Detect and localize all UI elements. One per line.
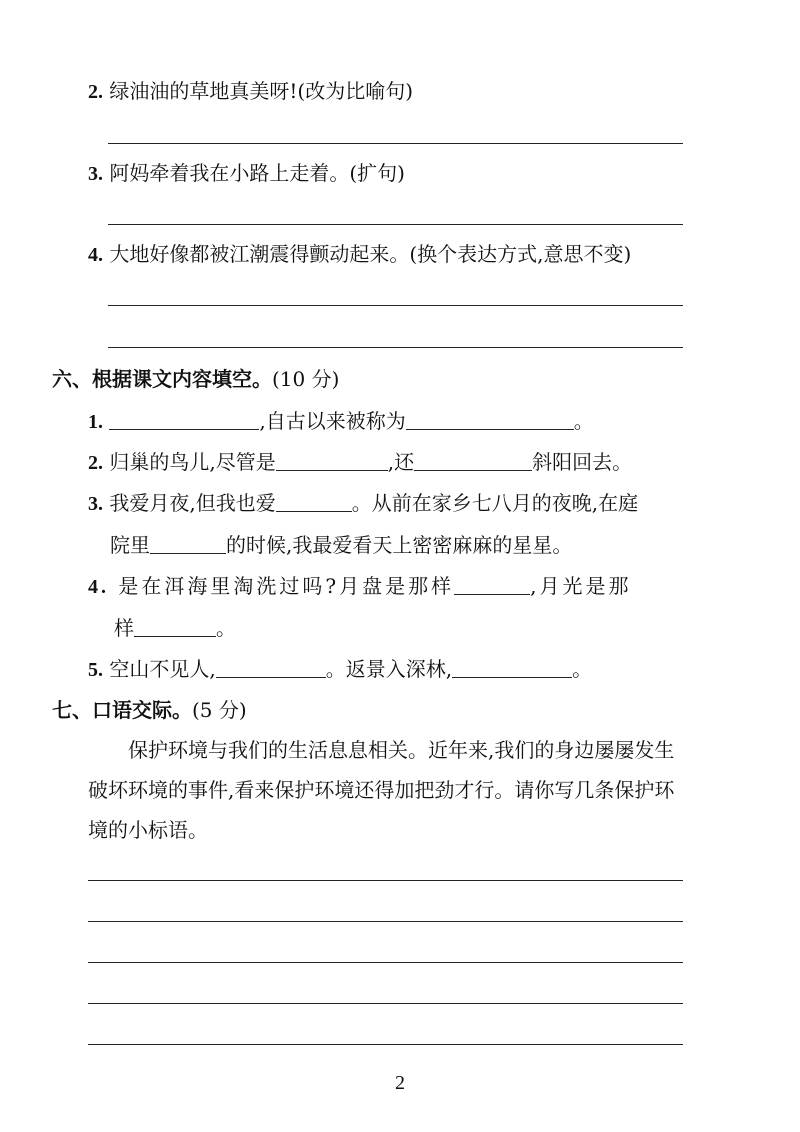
question-text: 阿妈牵着我在小路上走着。(扩句)	[109, 161, 405, 185]
section-title: 七、口语交际。	[52, 698, 192, 722]
oral-communication-prompt: 保护环境与我们的生活息息相关。近年来,我们的身边屡屡发生破坏环境的事件,看来保护环境还得加把劲才行。请你写几条保护环境的小标语。	[88, 738, 675, 842]
question-text: 。从前在家乡七八月的夜晚,在庭	[351, 491, 639, 515]
answer-line[interactable]	[108, 347, 683, 348]
section-title: 六、根据课文内容填空。	[52, 367, 272, 391]
fill-item-3	[88, 490, 638, 517]
fill-blank[interactable]	[216, 657, 326, 678]
fill-item-4	[88, 573, 631, 600]
answer-line[interactable]	[108, 305, 683, 306]
question-text: 大地好像都被江潮震得颤动起来。(换个表达方式,意思不变)	[109, 242, 632, 266]
question-text: 样	[114, 616, 134, 640]
question-text: ,自古以来被称为	[259, 409, 406, 433]
fill-blank[interactable]	[150, 533, 226, 554]
question-text: 空山不见人,	[109, 657, 216, 681]
fill-blank[interactable]	[109, 409, 259, 430]
question-number: 4.	[88, 576, 109, 598]
slogan-answer-line[interactable]	[88, 921, 683, 922]
section-points: (5 分)	[192, 698, 247, 722]
question-text: 。返景入深林,	[325, 657, 453, 681]
fill-blank[interactable]	[414, 450, 532, 471]
question-text: 我爱月夜,但我也爱	[109, 491, 276, 515]
question-text: 。	[216, 616, 236, 640]
fill-blank[interactable]	[406, 409, 574, 430]
slogan-answer-line[interactable]	[88, 1003, 683, 1004]
question-text: ,还	[387, 450, 415, 474]
slogan-answer-line[interactable]	[88, 1044, 683, 1045]
fill-blank[interactable]	[276, 491, 352, 512]
section-points: (10 分)	[272, 367, 340, 391]
question-text: 的时候,我最爱看天上密密麻麻的星星。	[226, 533, 573, 557]
question-number: 5.	[88, 659, 103, 681]
fill-blank[interactable]	[134, 616, 216, 637]
question-text: 。	[573, 409, 594, 433]
section-6-heading	[52, 366, 339, 392]
fill-item-2	[88, 449, 632, 476]
fill-blank[interactable]	[454, 574, 530, 595]
question-text: 绿油油的草地真美呀!(改为比喻句)	[109, 79, 414, 103]
question-number: 3.	[88, 163, 103, 185]
question-number: 3.	[88, 493, 103, 515]
question-number: 1.	[88, 411, 103, 433]
question-number: 4.	[88, 244, 103, 266]
question-text: 。	[572, 657, 593, 681]
question-text: 归巢的鸟儿,尽管是	[109, 450, 276, 474]
question-text: 斜阳回去。	[532, 450, 633, 474]
fill-item-5	[88, 656, 592, 683]
fill-item-4-continued	[114, 615, 236, 641]
question-number: 2.	[88, 452, 103, 474]
question-4	[88, 241, 631, 268]
question-number: 2.	[88, 81, 103, 103]
section-7-heading	[52, 697, 247, 723]
page-number: 2	[395, 1072, 405, 1094]
fill-item-3-continued	[110, 532, 572, 558]
fill-blank[interactable]	[452, 657, 572, 678]
question-3	[88, 160, 405, 187]
slogan-answer-line[interactable]	[88, 880, 683, 881]
answer-line[interactable]	[108, 143, 683, 144]
fill-blank[interactable]	[276, 450, 388, 471]
question-text: ,月光是那	[530, 574, 632, 598]
question-2	[88, 78, 413, 105]
fill-item-1	[88, 408, 594, 435]
question-text: 院里	[110, 533, 150, 557]
answer-line[interactable]	[108, 224, 683, 225]
slogan-answer-line[interactable]	[88, 962, 683, 963]
question-text: 是在洱海里淘洗过吗?月盘是那样	[118, 574, 455, 598]
